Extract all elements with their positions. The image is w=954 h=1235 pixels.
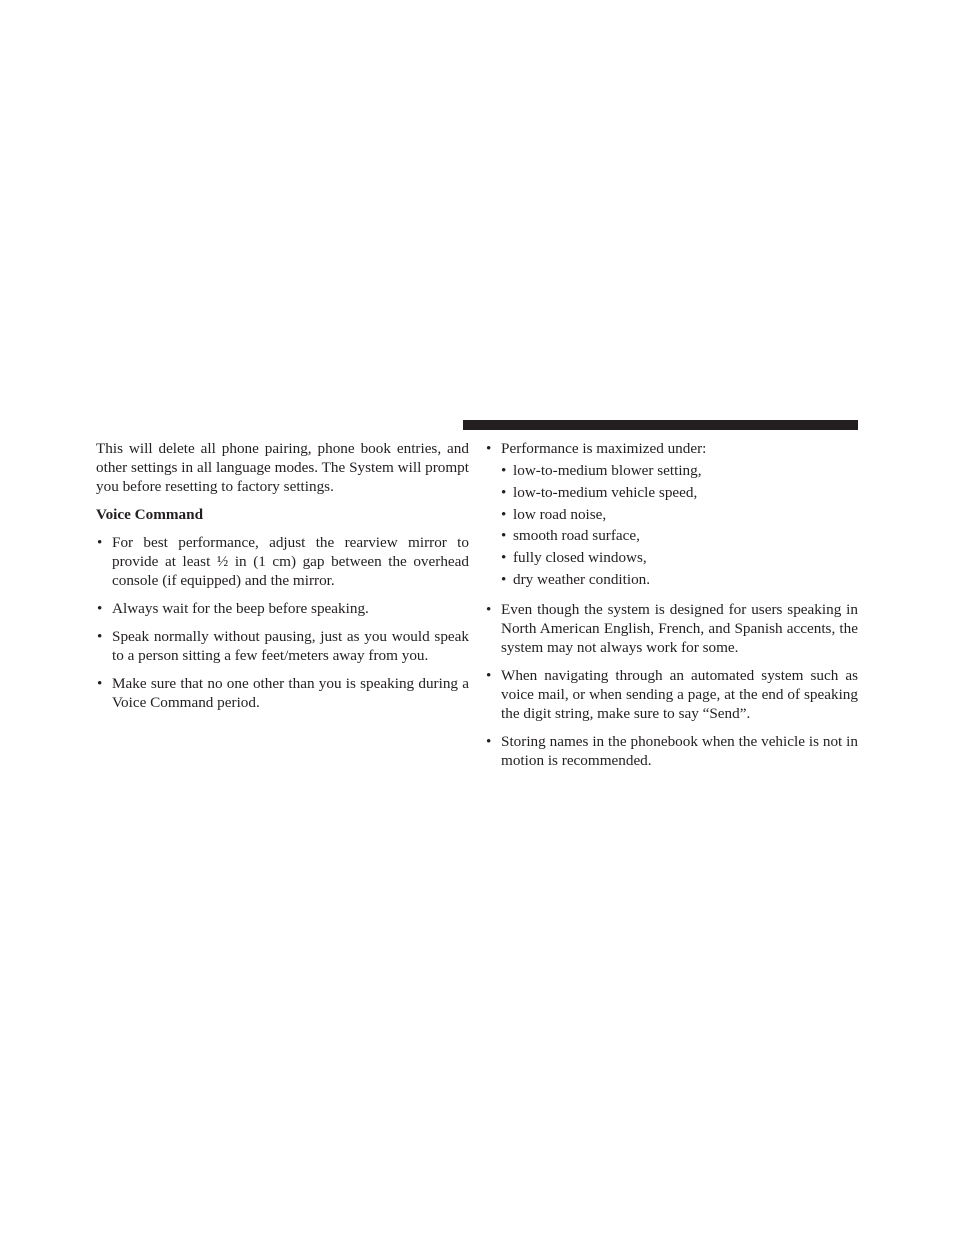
sub-list-item — [501, 460, 858, 482]
sub-list-item-text: dry weather condition. — [513, 570, 651, 588]
list-item-text: Storing names in the phonebook when the vehicle is not in motion is recommended. — [501, 732, 858, 769]
list-item-text: Speak normally without pausing, just as you would speak to a person sitting a few feet/meters away from you. — [112, 628, 469, 664]
list-item — [96, 533, 469, 590]
bullet-icon: • — [97, 600, 103, 617]
left-column — [96, 439, 469, 721]
bullet-icon: • — [501, 549, 507, 567]
sub-list-item — [501, 547, 858, 569]
sub-list-item-text: low-to-medium blower setting, — [513, 462, 702, 479]
sub-list-item — [501, 525, 858, 547]
sub-list-item-text: fully closed windows, — [513, 549, 647, 567]
performance-conditions-list — [501, 460, 858, 591]
list-item — [96, 627, 469, 665]
list-item-text: When navigating through an automated system such as voice mail, or when sending a page, at the end of speaking the digit string, make sure to say “Send”. — [501, 666, 858, 722]
sub-list-item-text: low-to-medium vehicle speed, — [513, 483, 698, 501]
bullet-icon: • — [501, 505, 507, 523]
bullet-icon: • — [501, 483, 507, 501]
bullet-icon: • — [501, 462, 507, 479]
bullet-icon: • — [486, 600, 492, 618]
list-item — [485, 600, 858, 657]
sub-list-item-text: smooth road surface, — [513, 527, 640, 545]
voice-command-heading: Voice Command — [96, 506, 204, 523]
bullet-icon: • — [501, 570, 507, 588]
right-column — [485, 439, 858, 779]
bullet-icon: • — [97, 628, 103, 645]
sub-list-item — [501, 569, 858, 591]
list-item-text: Performance is maximized under: — [501, 440, 707, 457]
bullet-icon: • — [97, 675, 103, 692]
list-item-text: For best performance, adjust the rearview mirror to provide at least ½ in (1 cm) gap between the overhead console (if equipped) and the mirror. — [112, 534, 469, 589]
list-item — [485, 666, 858, 723]
sub-list-item — [501, 504, 858, 526]
voice-command-tips-list — [96, 533, 469, 712]
list-item — [96, 674, 469, 712]
bullet-icon: • — [486, 666, 492, 684]
list-item-text: Make sure that no one other than you is speaking during a Voice Command period. — [112, 675, 469, 711]
reset-intro-paragraph: This will delete all phone pairing, phone book entries, and other settings in all language modes. The System will prompt you before resetting to factory settings. — [96, 440, 469, 495]
bullet-icon: • — [97, 534, 103, 551]
bullet-icon: • — [486, 732, 492, 750]
section-header-bar — [463, 420, 858, 430]
bullet-icon: • — [486, 440, 492, 457]
list-item-text: Even though the system is designed for users speaking in North American English, French, and Spanish accents, the system may not always work for some. — [501, 600, 858, 656]
list-item — [96, 599, 469, 618]
sub-list-item-text: low road noise, — [513, 505, 607, 523]
bullet-icon: • — [501, 527, 507, 545]
list-item — [485, 732, 858, 770]
performance-tips-list — [485, 439, 858, 770]
sub-list-item — [501, 482, 858, 504]
list-item — [485, 439, 858, 591]
list-item-text: Always wait for the beep before speaking. — [112, 600, 369, 617]
